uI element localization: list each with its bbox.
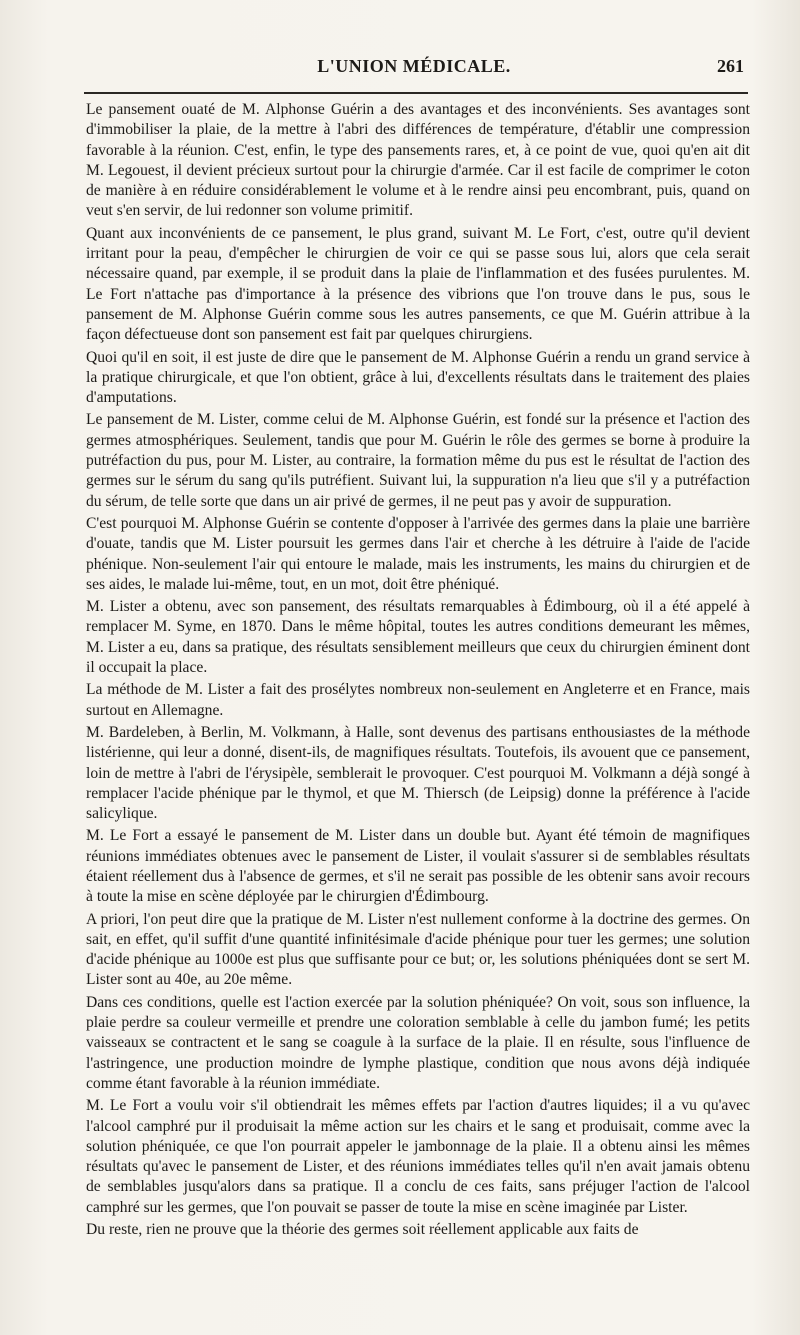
page-number: 261 [717, 56, 744, 76]
article-body [86, 100, 750, 1240]
paragraph: Quoi qu'il en soit, il est juste de dire que le pansement de M. Alphonse Guérin a rendu un grand service à la pratique chirurgicale, et que l'on obtient, grâce à lui, d'excellents résultats dans le traitement des plaies d'amputations. [86, 348, 750, 407]
paragraph: M. Le Fort a voulu voir s'il obtiendrait les mêmes effets par l'action d'autres liquides; il a vu qu'avec l'alcool camphré pur il produisait la même action sur les chairs et le sang et produisait, comme avec la solution phéniquée, ce que l'on pourrait appeler le jambonnage de la plaie. Il a obtenu ainsi les mêmes résultats qu'avec le pansement de Lister, et des réunions immédiates telles qu'il n'en avait jamais obtenu de semblables jusqu'alors dans sa pratique. Il a conclu de ces faits, sans préjuger l'action de l'alcool camphré sur les germes, que l'on pouvait se passer de toute la mise en scène imaginée par Lister. [86, 1097, 750, 1216]
paragraph: M. Bardeleben, à Berlin, M. Volkmann, à Halle, sont devenus des partisans enthousiastes de la méthode listérienne, qui leur a donné, disent-ils, de magnifiques résultats. Toutefois, ils avouent que ce pansement, loin de mettre à l'abri de l'érysipèle, semblerait le provoquer. C'est pourquoi M. Volkmann a déjà songé à remplacer l'acide phénique par le thymol, et que M. Thiersch (de Leipsig) donne la préférence à l'acide salicylique. [86, 723, 750, 823]
page-header [84, 56, 744, 86]
paragraph: C'est pourquoi M. Alphonse Guérin se contente d'opposer à l'arrivée des germes dans la plaie une barrière d'ouate, tandis que M. Lister poursuit les germes dans l'air et cherche à les détruire à l'aide de l'acide phénique. Non-seulement l'air qui entoure le malade, mais les instruments, les mains du chirurgien et de ses aides, le malade lui-même, tout, en un mot, doit être phéniqué. [86, 514, 750, 593]
paragraph: M. Le Fort a essayé le pansement de M. Lister dans un double but. Ayant été témoin de magnifiques réunions immédiates obtenues avec le pansement de Lister, il voulait s'assurer si de semblables résultats étaient réellement dus à l'absence de germes, et s'il ne serait pas possible de les obtenir sans avoir recours à toute la mise en scène déployée par le chirurgien d'Édimbourg. [86, 827, 750, 906]
paragraph: Le pansement ouaté de M. Alphonse Guérin a des avantages et des inconvénients. Ses avantages sont d'immobiliser la plaie, de la mettre à l'abri des différences de température, d'établir une compression favorable à la réunion. C'est, enfin, le type des pansements rares, et, à ce point de vue, quoi qu'en ait dit M. Legouest, il devient précieux surtout pour la chirurgie d'armée. Car il est facile de comprimer le coton de manière à en réduire considérablement le volume et à le rendre ainsi peu encombrant, puis, quand on veut s'en servir, de lui redonner son volume primitif. [86, 101, 750, 220]
paragraph: Du reste, rien ne prouve que la théorie des germes soit réellement applicable aux faits de [86, 1221, 639, 1239]
paragraph: Dans ces conditions, quelle est l'action exercée par la solution phéniquée? On voit, sous son influence, la plaie perdre sa couleur vermeille et prendre une coloration semblable à celle du jambon fumé; les petits vaisseaux se contractent et le sang se coagule à la surface de la plaie. Il en résulte, sous l'influence de l'astringence, une production moindre de lymphe plastique, condition que nous avons déjà indiquée comme étant favorable à la réunion immédiate. [86, 993, 750, 1092]
running-head: L'UNION MÉDICALE. [317, 56, 511, 76]
paragraph: La méthode de M. Lister a fait des prosélytes nombreux non-seulement en Angleterre et en France, mais surtout en Allemagne. [86, 681, 750, 719]
paragraph: A priori, l'on peut dire que la pratique de M. Lister n'est nullement conforme à la doctrine des germes. On sait, en effet, qu'il suffit d'une quantité infinitésimale d'acide phénique pour tuer les germes; une solution d'acide phénique au 1000e est plus que suffisante pour ce but; or, les solutions phéniquées dont se sert M. Lister sont au 40e, au 20e même. [86, 910, 750, 989]
paragraph: Le pansement de M. Lister, comme celui de M. Alphonse Guérin, est fondé sur la présence et l'action des germes atmosphériques. Seulement, tandis que pour M. Guérin le rôle des germes se borne à produire la putréfaction du pus, pour M. Lister, au contraire, la formation même du pus est le résultat de l'action des germes sur le sérum du sang qu'ils putréfient. Suivant lui, la suppuration n'a lieu que s'il y a putréfaction du sérum, de telle sorte que dans un air privé de germes, il ne peut pas y avoir de suppuration. [86, 411, 750, 510]
paragraph: Quant aux inconvénients de ce pansement, le plus grand, suivant M. Le Fort, c'est, outre qu'il devient irritant pour la peau, d'empêcher le chirurgien de voir ce qui se passe sous lui, alors que cela serait nécessaire quand, par exemple, il se produit dans la plaie de l'inflammation et des fusées purulentes. M. Le Fort n'attache pas d'importance à la présence des vibrions que l'on trouve dans le pus, sous le pansement de M. Alphonse Guérin comme sous les autres pansements, ce que M. Guérin attribue à la façon défectueuse dont son pansement est fait par quelques chirurgiens. [86, 224, 750, 344]
header-rule [84, 92, 748, 94]
paragraph: M. Lister a obtenu, avec son pansement, des résultats remarquables à Édimbourg, où il a été appelé à remplacer M. Syme, en 1870. Dans le même hôpital, toutes les autres conditions demeurant les mêmes, M. Lister a eu, dans sa pratique, des résultats sensiblement meilleurs que ceux du chirurgien éminent dont il occupait la place. [86, 598, 750, 677]
